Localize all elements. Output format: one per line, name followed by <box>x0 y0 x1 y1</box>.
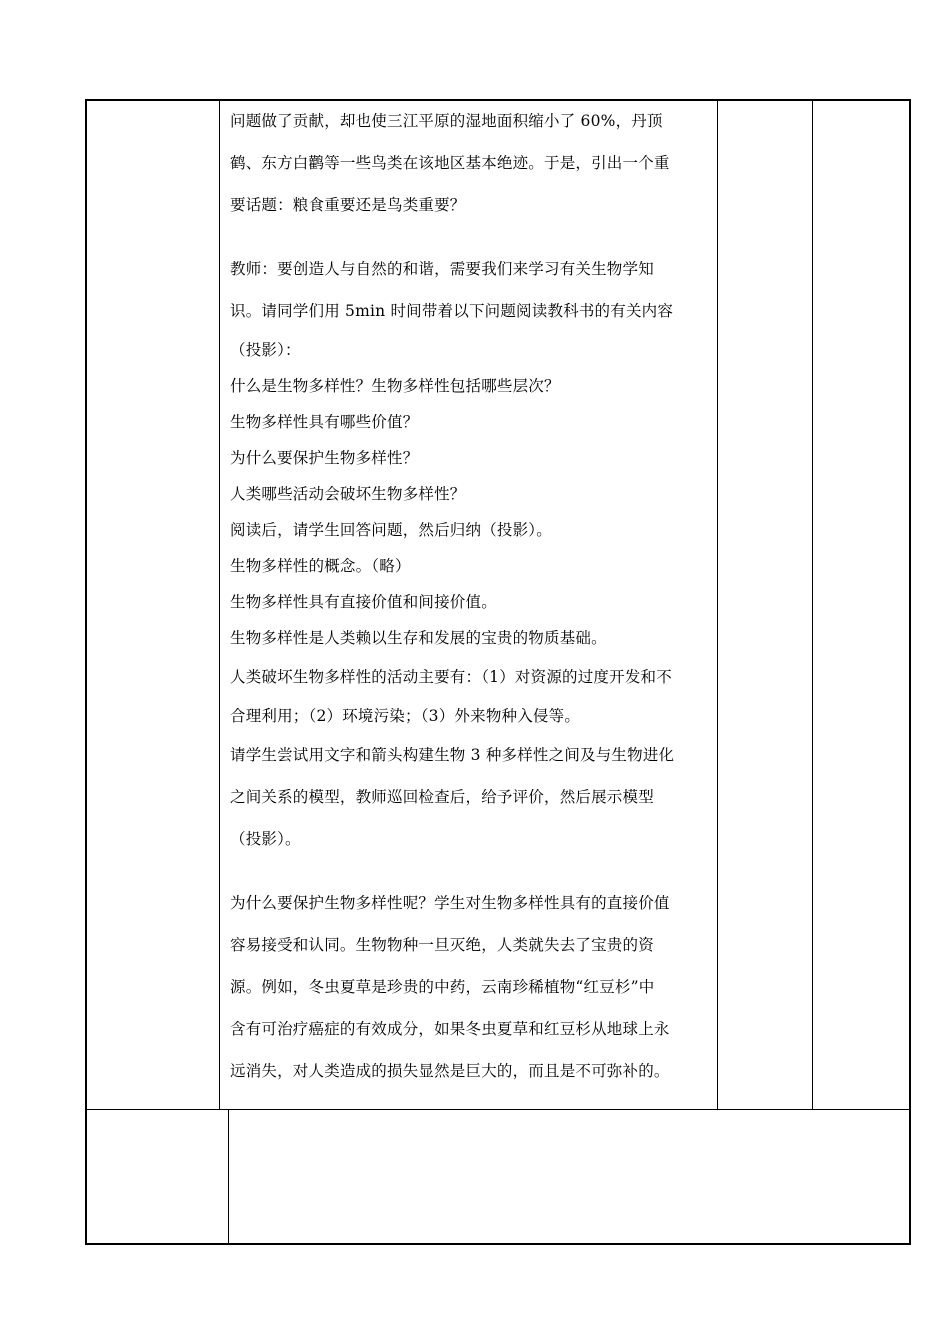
text-line: 教师：要创造人与自然的和谐，需要我们来学习有关生物学知 <box>230 260 654 278</box>
text-line: 生物多样性是人类赖以生存和发展的宝贵的物质基础。 <box>230 629 607 647</box>
text-line: 远消失，对人类造成的损失显然是巨大的，而且是不可弥补的。 <box>230 1062 670 1080</box>
column-divider-lower <box>228 1109 229 1244</box>
text-line: 识。请同学们用 5min 时间带着以下问题阅读教科书的有关内容 <box>230 302 674 320</box>
column-divider-2 <box>717 100 718 1110</box>
row-divider <box>86 1109 910 1110</box>
column-divider-3 <box>812 100 813 1110</box>
text-line: 为什么要保护生物多样性呢？学生对生物多样性具有的直接价值 <box>230 894 670 912</box>
text-line: （投影）。 <box>230 830 301 848</box>
text-line: 生物多样性具有哪些价值？ <box>230 413 419 431</box>
text-line: 合理利用；（2）环境污染；（3）外来物种入侵等。 <box>230 707 581 725</box>
text-line: 容易接受和认同。生物物种一旦灭绝，人类就失去了宝贵的资 <box>230 936 654 954</box>
text-line: 之间关系的模型，教师巡回检查后，给予评价，然后展示模型 <box>230 788 654 806</box>
text-line: 要话题：粮食重要还是鸟类重要？ <box>230 196 466 214</box>
text-line: 阅读后，请学生回答问题，然后归纳（投影）。 <box>230 521 552 539</box>
text-line: 生物多样性具有直接价值和间接价值。 <box>230 593 497 611</box>
text-line: 问题做了贡献，却也使三江平原的湿地面积缩小了 60%，丹顶 <box>230 112 663 130</box>
text-line: 为什么要保护生物多样性？ <box>230 449 419 467</box>
text-line: 鹤、东方白鹳等一些鸟类在该地区基本绝迹。于是，引出一个重 <box>230 154 670 172</box>
text-line: 人类哪些活动会破坏生物多样性？ <box>230 485 466 503</box>
text-line: 含有可治疗癌症的有效成分，如果冬虫夏草和红豆杉从地球上永 <box>230 1020 670 1038</box>
text-line: 生物多样性的概念。（略） <box>230 557 411 575</box>
column-divider-1 <box>219 100 220 1110</box>
text-line: 请学生尝试用文字和箭头构建生物 3 种多样性之间及与生物进化 <box>230 746 675 764</box>
lesson-text <box>230 100 712 1092</box>
text-line: 源。例如，冬虫夏草是珍贵的中药，云南珍稀植物“红豆杉”中 <box>230 978 655 996</box>
text-line: 什么是生物多样性？生物多样性包括哪些层次？ <box>230 377 560 395</box>
text-line: （投影）： <box>230 341 301 359</box>
text-line: 人类破坏生物多样性的活动主要有：（1）对资源的过度开发和不 <box>230 668 672 686</box>
